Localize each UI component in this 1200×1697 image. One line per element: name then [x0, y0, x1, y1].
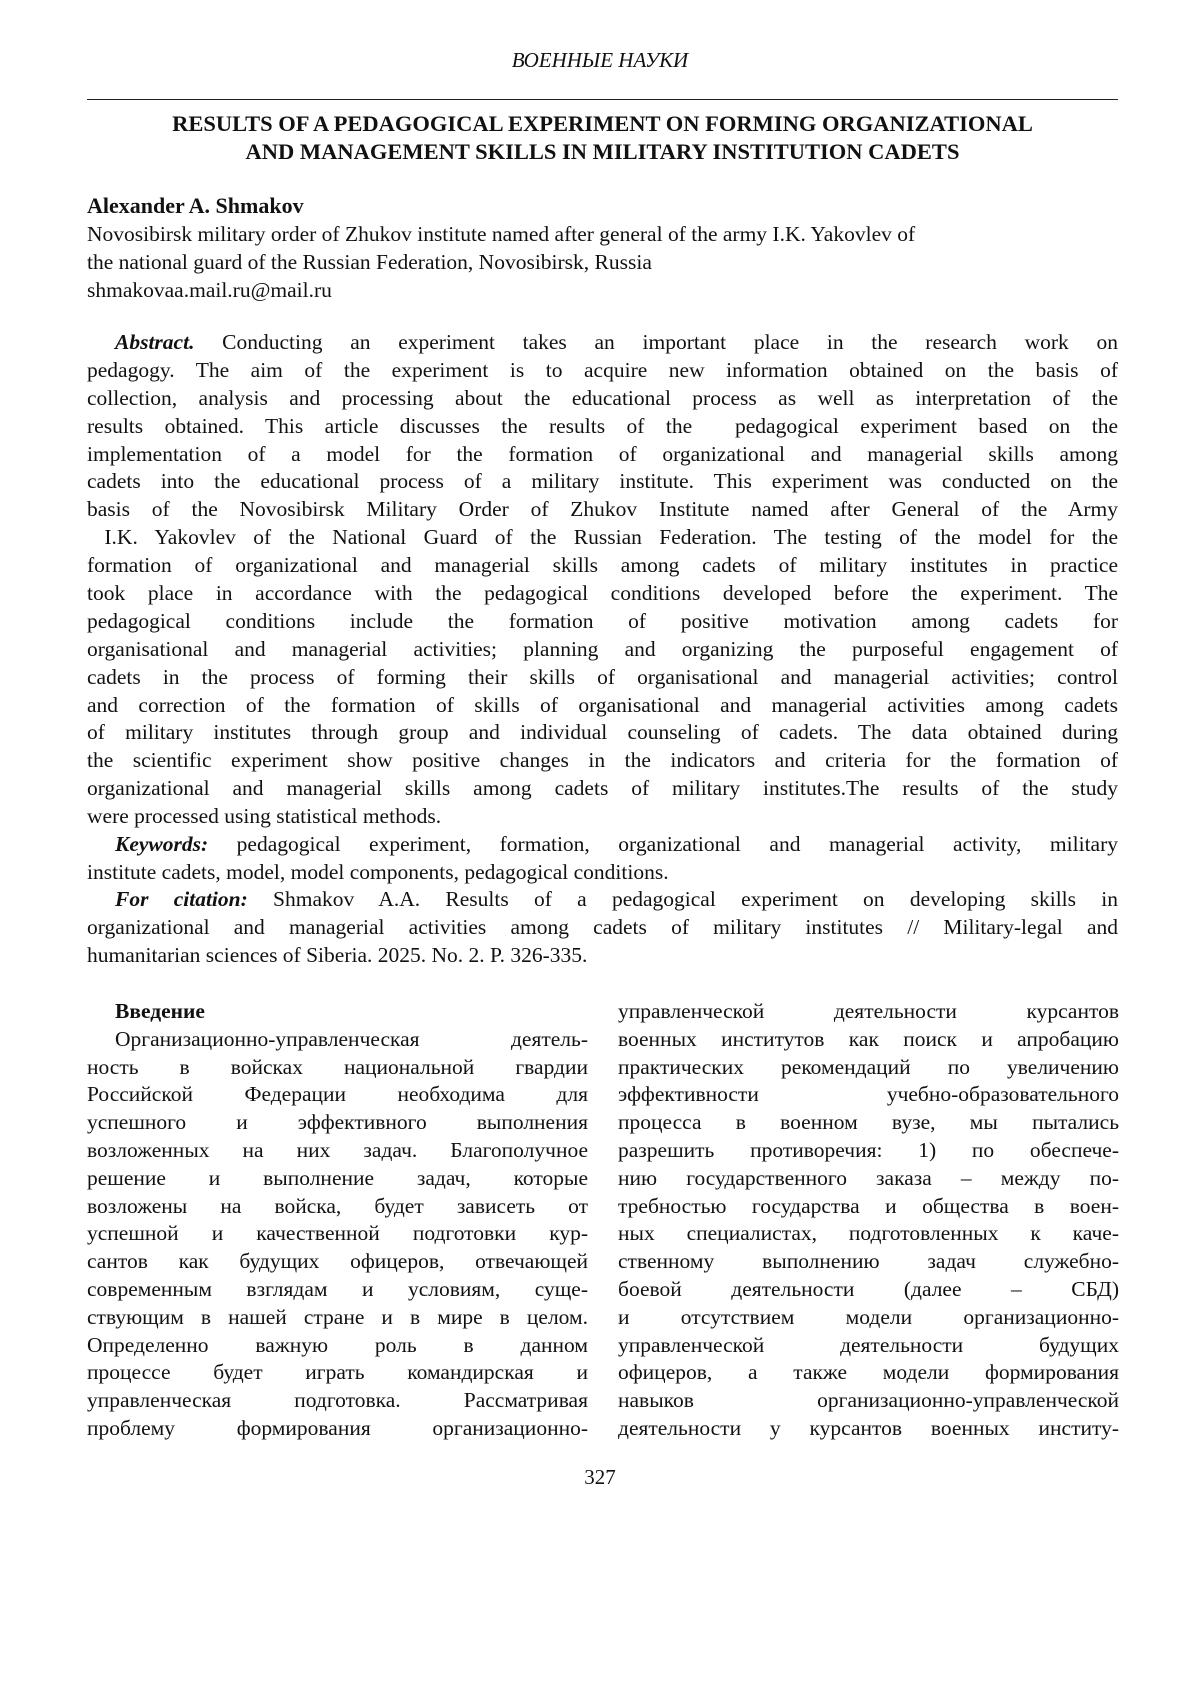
abstract-line: pedagogical conditions include the formation of positive motivation among cadets for: [87, 608, 1118, 633]
column-line: успешного и эффективного выполнения: [87, 1110, 588, 1135]
column-line: возложенных на них задач. Благополучное: [87, 1137, 588, 1162]
abstract-line: organisational and managerial activities; planning and organizing the purposeful engagement of: [87, 636, 1118, 661]
column-line: управленческой деятельности будущих: [618, 1332, 1119, 1357]
citation: [87, 886, 1118, 970]
keywords-line: Keywords: pedagogical experiment, formation, organizational and managerial activity, military: [115, 832, 1118, 856]
abstract-line: the scientific experiment show positive changes in the indicators and criteria for the formation of: [87, 748, 1118, 773]
abstract-line: cadets into the educational process of a military institute. This experiment was conducted on the: [87, 469, 1118, 494]
keywords-line: institute cadets, model, model components, pedagogical conditions.: [87, 859, 669, 884]
abstract-line: of military institutes through group and individual counseling of cadets. The data obtained during: [87, 720, 1118, 745]
column-line: ность в войсках национальной гвардии: [87, 1054, 588, 1079]
column-line: решение и выполнение задач, которые: [87, 1165, 588, 1190]
column-line: офицеров, а также модели формирования: [618, 1360, 1119, 1385]
column-line: военных институтов как поиск и апробацию: [618, 1026, 1119, 1051]
column-line: ных специалистах, подготовленных к каче-: [618, 1221, 1119, 1246]
abstract-line: organizational and managerial skills among cadets of military institutes.The results of the study: [87, 776, 1118, 801]
header-rule: [87, 99, 1118, 100]
page-number: 327: [584, 1465, 616, 1489]
column-line: процессе будет играть командирская и: [87, 1360, 588, 1385]
title-line: AND MANAGEMENT SKILLS IN MILITARY INSTITUTION CADETS: [245, 139, 960, 164]
affiliation-line: the national guard of the Russian Federation, Novosibirsk, Russia: [87, 250, 652, 274]
abstract-line: took place in accordance with the pedagogical conditions developed before the experiment. The: [87, 581, 1118, 606]
column-line: возложены на войска, будет зависеть от: [87, 1193, 588, 1218]
abstract-line: implementation of a model for the formation of organizational and managerial skills among: [87, 441, 1118, 466]
column-line: сантов как будущих офицеров, отвечающей: [87, 1249, 588, 1274]
column-line: современным взглядам и условиям, суще-: [87, 1276, 588, 1301]
citation-line: organizational and managerial activities among cadets of military institutes // Military-legal and: [87, 914, 1118, 939]
column-line: разрешить противоречия: 1) по обеспече-: [618, 1137, 1119, 1162]
keywords: [87, 831, 1118, 887]
section-heading: Введение: [115, 999, 205, 1023]
right-column: [618, 998, 1119, 1443]
author-name: Alexander A. Shmakov: [87, 193, 304, 218]
affiliation-line: Novosibirsk military order of Zhukov institute named after general of the army I.K. Yakovlev of: [87, 222, 916, 246]
left-column: [87, 998, 588, 1443]
abstract-label: Abstract.: [115, 330, 195, 354]
abstract-line: I.K. Yakovlev of the National Guard of the Russian Federation. The testing of the model for the: [87, 525, 1118, 550]
affiliation: [87, 220, 1118, 304]
column-line: боевой деятельности (далее – СБД): [618, 1276, 1119, 1301]
citation-label: For citation:: [115, 887, 248, 911]
column-line: Российской Федерации необходима для: [87, 1082, 588, 1107]
column-line: навыков организационно-управленческой: [618, 1388, 1119, 1413]
running-header: ВОЕННЫЕ НАУКИ: [511, 48, 689, 72]
citation-line: humanitarian sciences of Siberia. 2025. No. 2. P. 326-335.: [87, 942, 588, 967]
column-line: практических рекомендаций по увеличению: [618, 1054, 1119, 1079]
column-line: проблему формирования организационно-: [87, 1415, 588, 1440]
column-line: ствующим в нашей стране и в мире в целом.: [87, 1304, 588, 1329]
column-line: требностью государства и общества в воен-: [618, 1193, 1119, 1218]
abstract-line: results obtained. This article discusses the results of the pedagogical experiment based on the: [87, 413, 1118, 438]
abstract-line: formation of organizational and managerial skills among cadets of military institutes in practice: [87, 553, 1118, 578]
abstract-line: were processed using statistical methods.: [87, 804, 442, 829]
abstract-line: collection, analysis and processing about the educational process as well as interpretation of the: [87, 385, 1118, 410]
column-line: управленческая подготовка. Рассматривая: [87, 1388, 588, 1413]
column-line: успешной и качественной подготовки кур-: [87, 1221, 588, 1246]
keywords-label: Keywords:: [115, 832, 209, 856]
column-line: деятельности у курсантов военных институ-: [618, 1415, 1119, 1440]
abstract-line: pedagogy. The aim of the experiment is to acquire new information obtained on the basis of: [87, 357, 1118, 382]
abstract: [87, 329, 1118, 831]
abstract-line: Abstract. Conducting an experiment takes an important place in the research work on: [115, 330, 1118, 354]
abstract-line: cadets in the process of forming their skills of organisational and managerial activities; control: [87, 664, 1118, 689]
title-line: RESULTS OF A PEDAGOGICAL EXPERIMENT ON FORMING ORGANIZATIONAL: [172, 111, 1033, 136]
author-email: shmakovaa.mail.ru@mail.ru: [87, 278, 332, 302]
column-line: и отсутствием модели организационно-: [618, 1304, 1119, 1329]
article-title: [87, 110, 1118, 166]
abstract-line: basis of the Novosibirsk Military Order of Zhukov Institute named after General of the Army: [87, 497, 1118, 522]
column-line: процесса в военном вузе, мы пытались: [618, 1110, 1119, 1135]
column-line: ственному выполнению задач служебно-: [618, 1249, 1119, 1274]
column-line: управленческой деятельности курсантов: [618, 999, 1119, 1023]
citation-line: For citation: Shmakov A.A. Results of a pedagogical experiment on developing skills in: [115, 887, 1119, 911]
column-line: эффективности учебно-образовательного: [618, 1082, 1119, 1107]
column-line: Организационно-управленческая деятель-: [115, 1026, 588, 1051]
column-line: нию государственного заказа – между по-: [618, 1165, 1119, 1190]
column-line: Определенно важную роль в данном: [87, 1332, 588, 1357]
abstract-line: and correction of the formation of skills of organisational and managerial activities among cadets: [87, 692, 1118, 717]
